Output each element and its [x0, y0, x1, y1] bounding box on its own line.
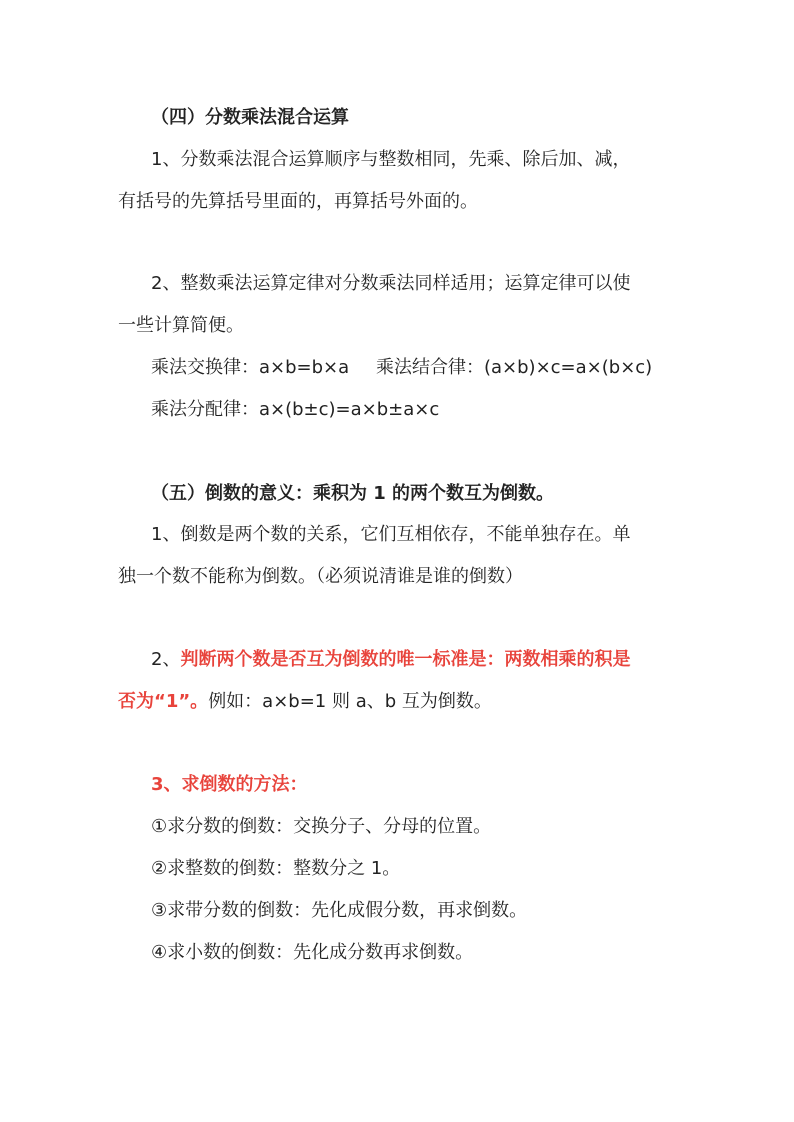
reciprocal-criterion-highlight: 判断两个数是否互为倒数的唯一标准是：两数相乘的积是: [180, 649, 631, 670]
section-4-paragraph-1-line-1: 1、分数乘法混合运算顺序与整数相同，先乘、除后加、减，: [151, 149, 631, 170]
section-4-paragraph-2-line-1: 2、整数乘法运算定律对分数乘法同样适用；运算定律可以使: [151, 273, 631, 294]
section-4-paragraph-2-line-2: 一些计算简便。: [118, 315, 244, 336]
method-item: ①求分数的倒数：交换分子、分母的位置。: [151, 816, 492, 837]
section-5-paragraph-2-line-1: [151, 648, 630, 672]
associative-law: 乘法结合律：(a×b)×c=a×(b×c): [376, 357, 653, 378]
paragraph-2-number: 2、: [151, 649, 181, 670]
method-item: ②求整数的倒数：整数分之 1。: [151, 858, 401, 879]
section-5-paragraph-1-line-1: 1、倒数是两个数的关系，它们互相依存，不能单独存在。单: [151, 524, 631, 545]
section-5-paragraph-1-line-2: 独一个数不能称为倒数。（必须说清谁是谁的倒数）: [118, 566, 523, 587]
section-4-heading: （四）分数乘法混合运算: [151, 107, 349, 128]
reciprocal-example: 例如：a×b=1 则 a、b 互为倒数。: [208, 691, 492, 712]
method-item: ④求小数的倒数：先化成分数再求倒数。: [151, 942, 474, 963]
method-item: ③求带分数的倒数：先化成假分数，再求倒数。: [151, 900, 528, 921]
commutative-law: 乘法交换律：a×b=b×a: [151, 357, 350, 378]
reciprocal-criterion-highlight-end: 否为“1”。: [118, 691, 209, 712]
section-5-paragraph-2-line-2: [118, 690, 492, 714]
reciprocal-methods-heading: 3、求倒数的方法：: [151, 774, 308, 795]
section-4-paragraph-1-line-2: 有括号的先算括号里面的，再算括号外面的。: [118, 191, 478, 212]
section-5-heading: （五）倒数的意义：乘积为 1 的两个数互为倒数。: [151, 483, 555, 504]
distributive-law: 乘法分配律：a×(b±c)=a×b±a×c: [151, 399, 440, 420]
